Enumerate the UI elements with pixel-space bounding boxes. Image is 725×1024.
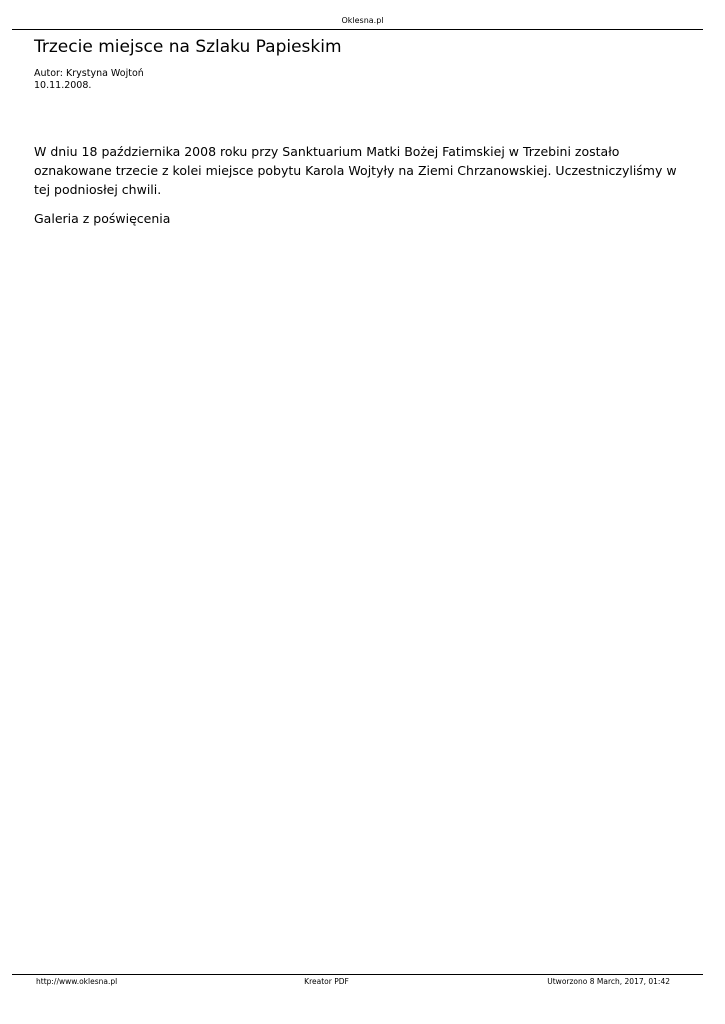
header-divider bbox=[12, 29, 703, 30]
footer-url: http://www.oklesna.pl bbox=[36, 977, 118, 986]
author-line: Autor: Krystyna Wojtoń bbox=[34, 68, 144, 79]
article-meta bbox=[34, 68, 144, 92]
article-date: 10.11.2008. bbox=[34, 80, 92, 91]
article-paragraph: W dniu 18 października 2008 roku przy Sanktuarium Matki Bożej Fatimskiej w Trzebini zostało oznakowane trzecie z kolei miejsce pobytu Karola Wojtyły na Ziemi Chrzanowskiej. Uczestniczyliśmy w tej podniosłej chwili. bbox=[34, 144, 677, 197]
footer-created-date: Utworzono 8 March, 2017, 01:42 bbox=[547, 977, 670, 986]
article-body bbox=[34, 142, 684, 238]
footer-divider bbox=[12, 974, 703, 975]
page-footer bbox=[0, 977, 725, 987]
article-title: Trzecie miejsce na Szlaku Papieskim bbox=[34, 37, 342, 57]
footer-creator: Kreator PDF bbox=[304, 977, 349, 986]
gallery-text: Galeria z poświęcenia bbox=[34, 211, 171, 226]
site-header: Oklesna.pl bbox=[341, 16, 384, 25]
